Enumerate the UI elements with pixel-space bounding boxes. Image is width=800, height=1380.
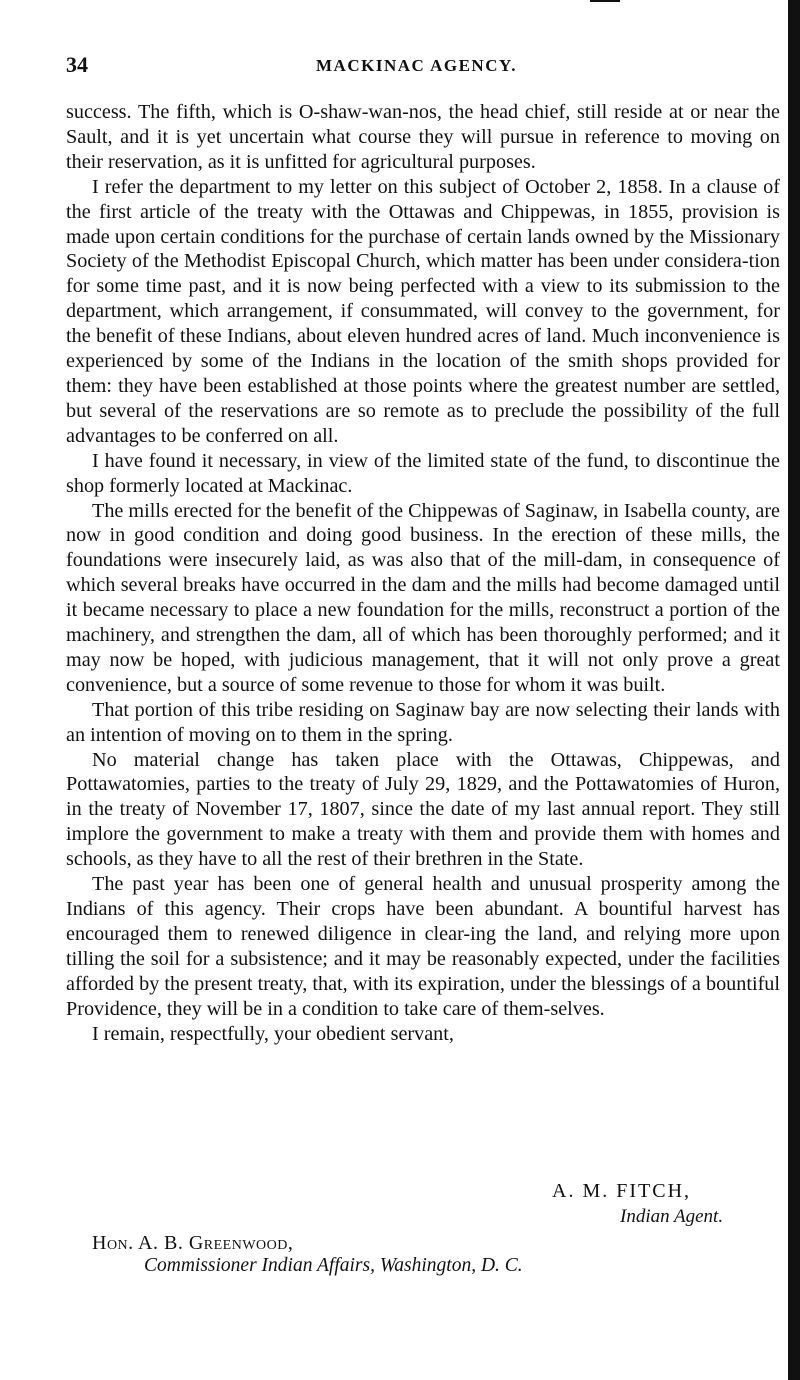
running-head: MACKINAC AGENCY. (316, 56, 517, 75)
paragraph: I have found it necessary, in view of the limited state of the fund, to discontinue the shop formerly located at Mackinac. (66, 449, 780, 497)
scan-mark (590, 0, 620, 2)
addressee-title: Commissioner Indian Affairs, Washington, D. C. (144, 1255, 523, 1276)
paragraph: That portion of this tribe residing on Saginaw bay are now selecting their lands with an intention of moving on to them in the spring. (66, 698, 780, 746)
closing-line: I remain, respectfully, your obedient servant, (92, 1022, 454, 1045)
paragraph: No material change has taken place with the Ottawas, Chippewas, and Pottawatomies, parties to the treaty of July 29, 1829, and the Pottawatomies of Huron, in the treaty of November 17, 1807, since the date of my last annual report. They still implore the government to make a treaty with them and provide them with homes and schools, as they have to all the rest of their brethren in the State. (66, 748, 780, 871)
page-header (66, 52, 756, 82)
scan-edge (788, 0, 800, 1380)
page-number: 34 (66, 52, 88, 77)
signatory-title: Indian Agent. (620, 1206, 724, 1227)
signatory-name: A. M. FITCH, (552, 1180, 692, 1202)
paragraph: The past year has been one of general health and unusual prosperity among the Indians of this agency. Their crops have been abundant. A bountiful harvest has encouraged them to renewed diligence in clear-ing the land, and relying more upon tilling the soil for a subsistence; and it may be reasonably expected, under the facilities afforded by the present treaty, that, with its expiration, under the blessings of a bountiful Providence, they will be in a condition to take care of them-selves. (66, 873, 780, 1020)
body-text (66, 100, 780, 1046)
paragraph: success. The fifth, which is O-shaw-wan-nos, the head chief, still reside at or near the Sault, and it is yet uncertain what course they will pursue in reference to moving on their reservation, as it is unfitted for agricultural purposes. (66, 101, 780, 173)
addressee-name: Hon. A. B. Greenwood, (92, 1232, 294, 1254)
paragraph: The mills erected for the benefit of the Chippewas of Saginaw, in Isabella county, are now in good condition and doing good business. In the erection of these mills, the foundations were insecurely laid, as was also that of the mill-dam, in consequence of which several breaks have occurred in the dam and the mills had become damaged until it became necessary to place a new foundation for the mills, reconstruct a portion of the machinery, and strengthen the dam, all of which has been thoroughly performed; and it may now be hoped, with judicious management, that it will not only prove a great convenience, but a source of some revenue to those for whom it was built. (66, 499, 780, 696)
paragraph: I refer the department to my letter on this subject of October 2, 1858. In a clause of the first article of the treaty with the Ottawas and Chippewas, in 1855, provision is made upon certain conditions for the purchase of certain lands owned by the Missionary Society of the Methodist Episcopal Church, which matter has been under considera-tion for some time past, and it is now being perfected with a view to its submission to the department, which arrangement, if consummated, will convey to the government, for the benefit of these Indians, about eleven hundred acres of land. Much inconvenience is experienced by some of the Indians in the location of the smith shops provided for them: they have been established at those points where the greatest number are settled, but several of the reservations are so remote as to preclude the possibility of the full advantages to be conferred on all. (66, 175, 780, 447)
